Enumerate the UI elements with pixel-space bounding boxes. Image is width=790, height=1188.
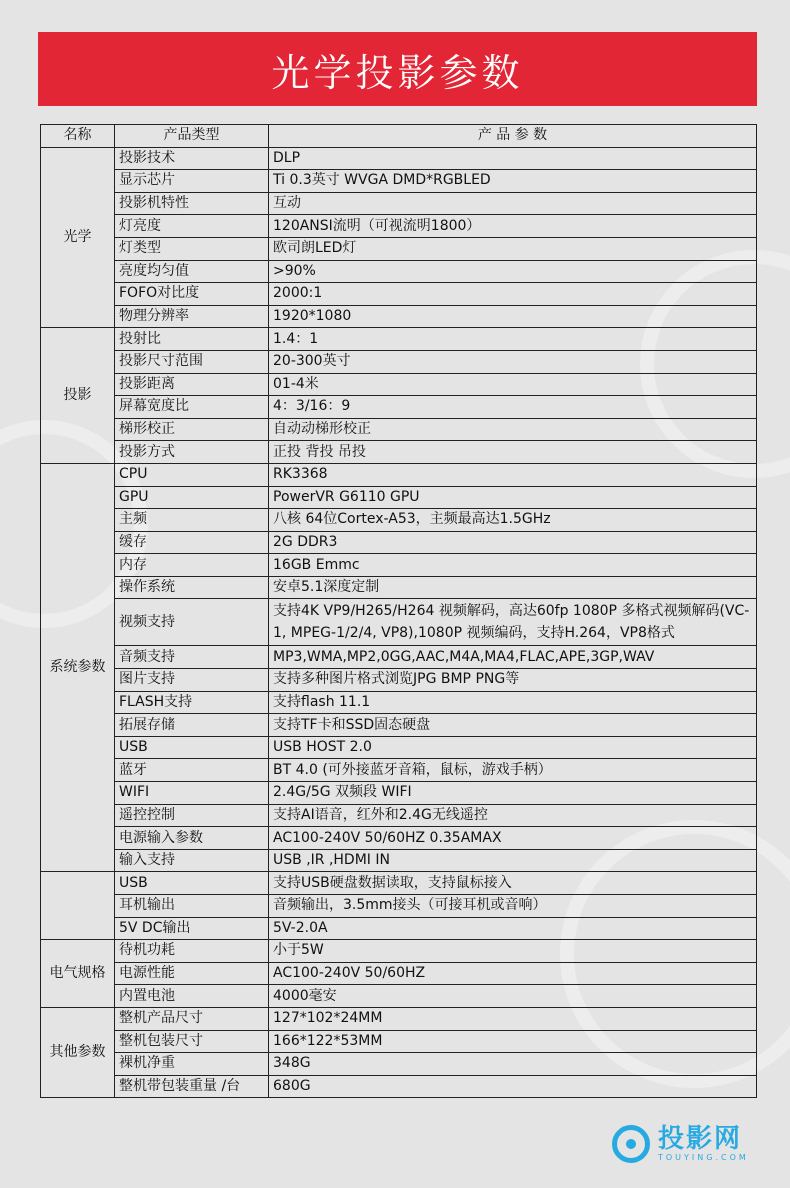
header-params: 产 品 参 数: [269, 125, 757, 148]
spec-value: 支持flash 11.1: [269, 691, 757, 714]
table-row: [41, 396, 757, 419]
spec-label: 物理分辨率: [115, 305, 269, 328]
watermark: [612, 1118, 772, 1170]
table-row: [41, 576, 757, 599]
spec-value: Ti 0.3英寸 WVGA DMD*RGBLED: [269, 170, 757, 193]
spec-value: AC100-240V 50/60HZ: [269, 962, 757, 985]
spec-value: 支持4K VP9/H265/H264 视频解码，高达60fp 1080P 多格式视频解码(VC-1, MPEG-1/2/4, VP8),1080P 视频编码，支持H.264，VP8格式: [269, 599, 757, 646]
spec-label: 视频支持: [115, 599, 269, 646]
spec-label: 蓝牙: [115, 759, 269, 782]
table-row: [41, 486, 757, 509]
spec-label: USB: [115, 872, 269, 895]
table-row: [41, 804, 757, 827]
spec-value: AC100-240V 50/60HZ 0.35AMAX: [269, 827, 757, 850]
spec-value: 01-4米: [269, 373, 757, 396]
table-row: [41, 985, 757, 1008]
spec-value: 1920*1080: [269, 305, 757, 328]
spec-value: 20-300英寸: [269, 350, 757, 373]
spec-label: 内置电池: [115, 985, 269, 1008]
table-row: [41, 260, 757, 283]
spec-value: 2G DDR3: [269, 531, 757, 554]
table-row: [41, 1053, 757, 1076]
spec-value: 2000:1: [269, 283, 757, 306]
table-row: [41, 554, 757, 577]
table-row: [41, 646, 757, 669]
spec-label: FOFO对比度: [115, 283, 269, 306]
spec-label: 图片支持: [115, 669, 269, 692]
spec-label: 投影机特性: [115, 192, 269, 215]
table-row: [41, 170, 757, 193]
category-cell: 电气规格: [41, 940, 115, 1008]
spec-label: 整机产品尺寸: [115, 1007, 269, 1030]
spec-label: 拓展存储: [115, 714, 269, 737]
table-row: [41, 531, 757, 554]
spec-label: 电源性能: [115, 962, 269, 985]
spec-table: [40, 124, 757, 1098]
table-row: [41, 872, 757, 895]
table-row: [41, 373, 757, 396]
spec-value: 互动: [269, 192, 757, 215]
spec-value: 680G: [269, 1075, 757, 1098]
spec-value: 支持TF卡和SSD固态硬盘: [269, 714, 757, 737]
table-row: [41, 441, 757, 464]
spec-label: 主频: [115, 509, 269, 532]
spec-value: 5V-2.0A: [269, 917, 757, 940]
page-title: 光学投影参数: [271, 50, 524, 95]
spec-value: 正投 背投 吊投: [269, 441, 757, 464]
header-type: 产品类型: [115, 125, 269, 148]
table-row: [41, 192, 757, 215]
spec-value: 127*102*24MM: [269, 1007, 757, 1030]
spec-value: BT 4.0 (可外接蓝牙音箱，鼠标，游戏手柄）: [269, 759, 757, 782]
spec-label: 耳机输出: [115, 895, 269, 918]
spec-value: 16GB Emmc: [269, 554, 757, 577]
table-row: [41, 237, 757, 260]
spec-value: PowerVR G6110 GPU: [269, 486, 757, 509]
category-cell: 其他参数: [41, 1007, 115, 1097]
spec-label: WIFI: [115, 782, 269, 805]
category-cell: 投影: [41, 328, 115, 464]
table-row: [41, 827, 757, 850]
spec-label: 投影距离: [115, 373, 269, 396]
spec-label: 投影技术: [115, 147, 269, 170]
spec-label: 灯类型: [115, 237, 269, 260]
spec-value: 348G: [269, 1053, 757, 1076]
spec-label: 显示芯片: [115, 170, 269, 193]
spec-label: CPU: [115, 463, 269, 486]
spec-value: 音频输出，3.5mm接头（可接耳机或音响）: [269, 895, 757, 918]
spec-value: USB HOST 2.0: [269, 736, 757, 759]
watermark-logo-icon: [612, 1125, 650, 1163]
watermark-text: [658, 1125, 749, 1163]
table-row: [41, 759, 757, 782]
spec-label: GPU: [115, 486, 269, 509]
spec-label: 音频支持: [115, 646, 269, 669]
spec-value: 欧司朗LED灯: [269, 237, 757, 260]
table-row: [41, 215, 757, 238]
spec-label: 投影方式: [115, 441, 269, 464]
spec-value: 4：3/16：9: [269, 396, 757, 419]
table-row: [41, 962, 757, 985]
table-header-row: [41, 125, 757, 148]
table-row: [41, 782, 757, 805]
category-cell: 光学: [41, 147, 115, 328]
table-row: [41, 328, 757, 351]
spec-label: USB: [115, 736, 269, 759]
header-name: 名称: [41, 125, 115, 148]
spec-label: 电源输入参数: [115, 827, 269, 850]
watermark-cn: 投影网: [658, 1124, 743, 1154]
spec-label: 亮度均匀值: [115, 260, 269, 283]
spec-value: RK3368: [269, 463, 757, 486]
category-cell: 系统参数: [41, 463, 115, 872]
table-row: [41, 509, 757, 532]
spec-label: 裸机净重: [115, 1053, 269, 1076]
spec-label: 操作系统: [115, 576, 269, 599]
table-row: [41, 599, 757, 646]
table-row: [41, 283, 757, 306]
spec-value: 166*122*53MM: [269, 1030, 757, 1053]
spec-value: 1.4：1: [269, 328, 757, 351]
spec-value: 4000毫安: [269, 985, 757, 1008]
table-row: [41, 669, 757, 692]
spec-label: 整机带包装重量 /台: [115, 1075, 269, 1098]
table-row: [41, 736, 757, 759]
table-row: [41, 714, 757, 737]
spec-value: DLP: [269, 147, 757, 170]
spec-label: 缓存: [115, 531, 269, 554]
spec-label: 灯亮度: [115, 215, 269, 238]
spec-label: 投影尺寸范围: [115, 350, 269, 373]
spec-table-body: [41, 147, 757, 1098]
table-row: [41, 147, 757, 170]
table-row: [41, 691, 757, 714]
spec-value: 120ANSI流明（可视流明1800）: [269, 215, 757, 238]
spec-value: 支持AI语音，红外和2.4G无线遥控: [269, 804, 757, 827]
table-row: [41, 305, 757, 328]
spec-value: >90%: [269, 260, 757, 283]
spec-label: 整机包装尺寸: [115, 1030, 269, 1053]
spec-value: 支持多种图片格式浏览JPG BMP PNG等: [269, 669, 757, 692]
table-row: [41, 1075, 757, 1098]
spec-value: 自动动梯形校正: [269, 418, 757, 441]
table-row: [41, 917, 757, 940]
spec-value: 2.4G/5G 双频段 WIFI: [269, 782, 757, 805]
table-row: [41, 940, 757, 963]
table-row: [41, 1007, 757, 1030]
spec-label: 投射比: [115, 328, 269, 351]
table-row: [41, 418, 757, 441]
spec-label: FLASH支持: [115, 691, 269, 714]
title-banner: [38, 32, 757, 106]
table-row: [41, 350, 757, 373]
category-cell: [41, 872, 115, 940]
table-row: [41, 463, 757, 486]
spec-label: 内存: [115, 554, 269, 577]
table-row: [41, 849, 757, 872]
spec-value: 安卓5.1深度定制: [269, 576, 757, 599]
spec-value: USB ,IR ,HDMI IN: [269, 849, 757, 872]
table-row: [41, 1030, 757, 1053]
table-row: [41, 895, 757, 918]
spec-label: 输入支持: [115, 849, 269, 872]
spec-label: 梯形校正: [115, 418, 269, 441]
spec-label: 待机功耗: [115, 940, 269, 963]
spec-value: 小于5W: [269, 940, 757, 963]
watermark-en: TOUYING.COM: [658, 1153, 749, 1162]
spec-label: 屏幕宽度比: [115, 396, 269, 419]
spec-value: MP3,WMA,MP2,0GG,AAC,M4A,MA4,FLAC,APE,3GP,WAV: [269, 646, 757, 669]
spec-value: 八核 64位Cortex-A53，主频最高达1.5GHz: [269, 509, 757, 532]
spec-value: 支持USB硬盘数据读取，支持鼠标接入: [269, 872, 757, 895]
spec-label: 遥控控制: [115, 804, 269, 827]
spec-label: 5V DC输出: [115, 917, 269, 940]
